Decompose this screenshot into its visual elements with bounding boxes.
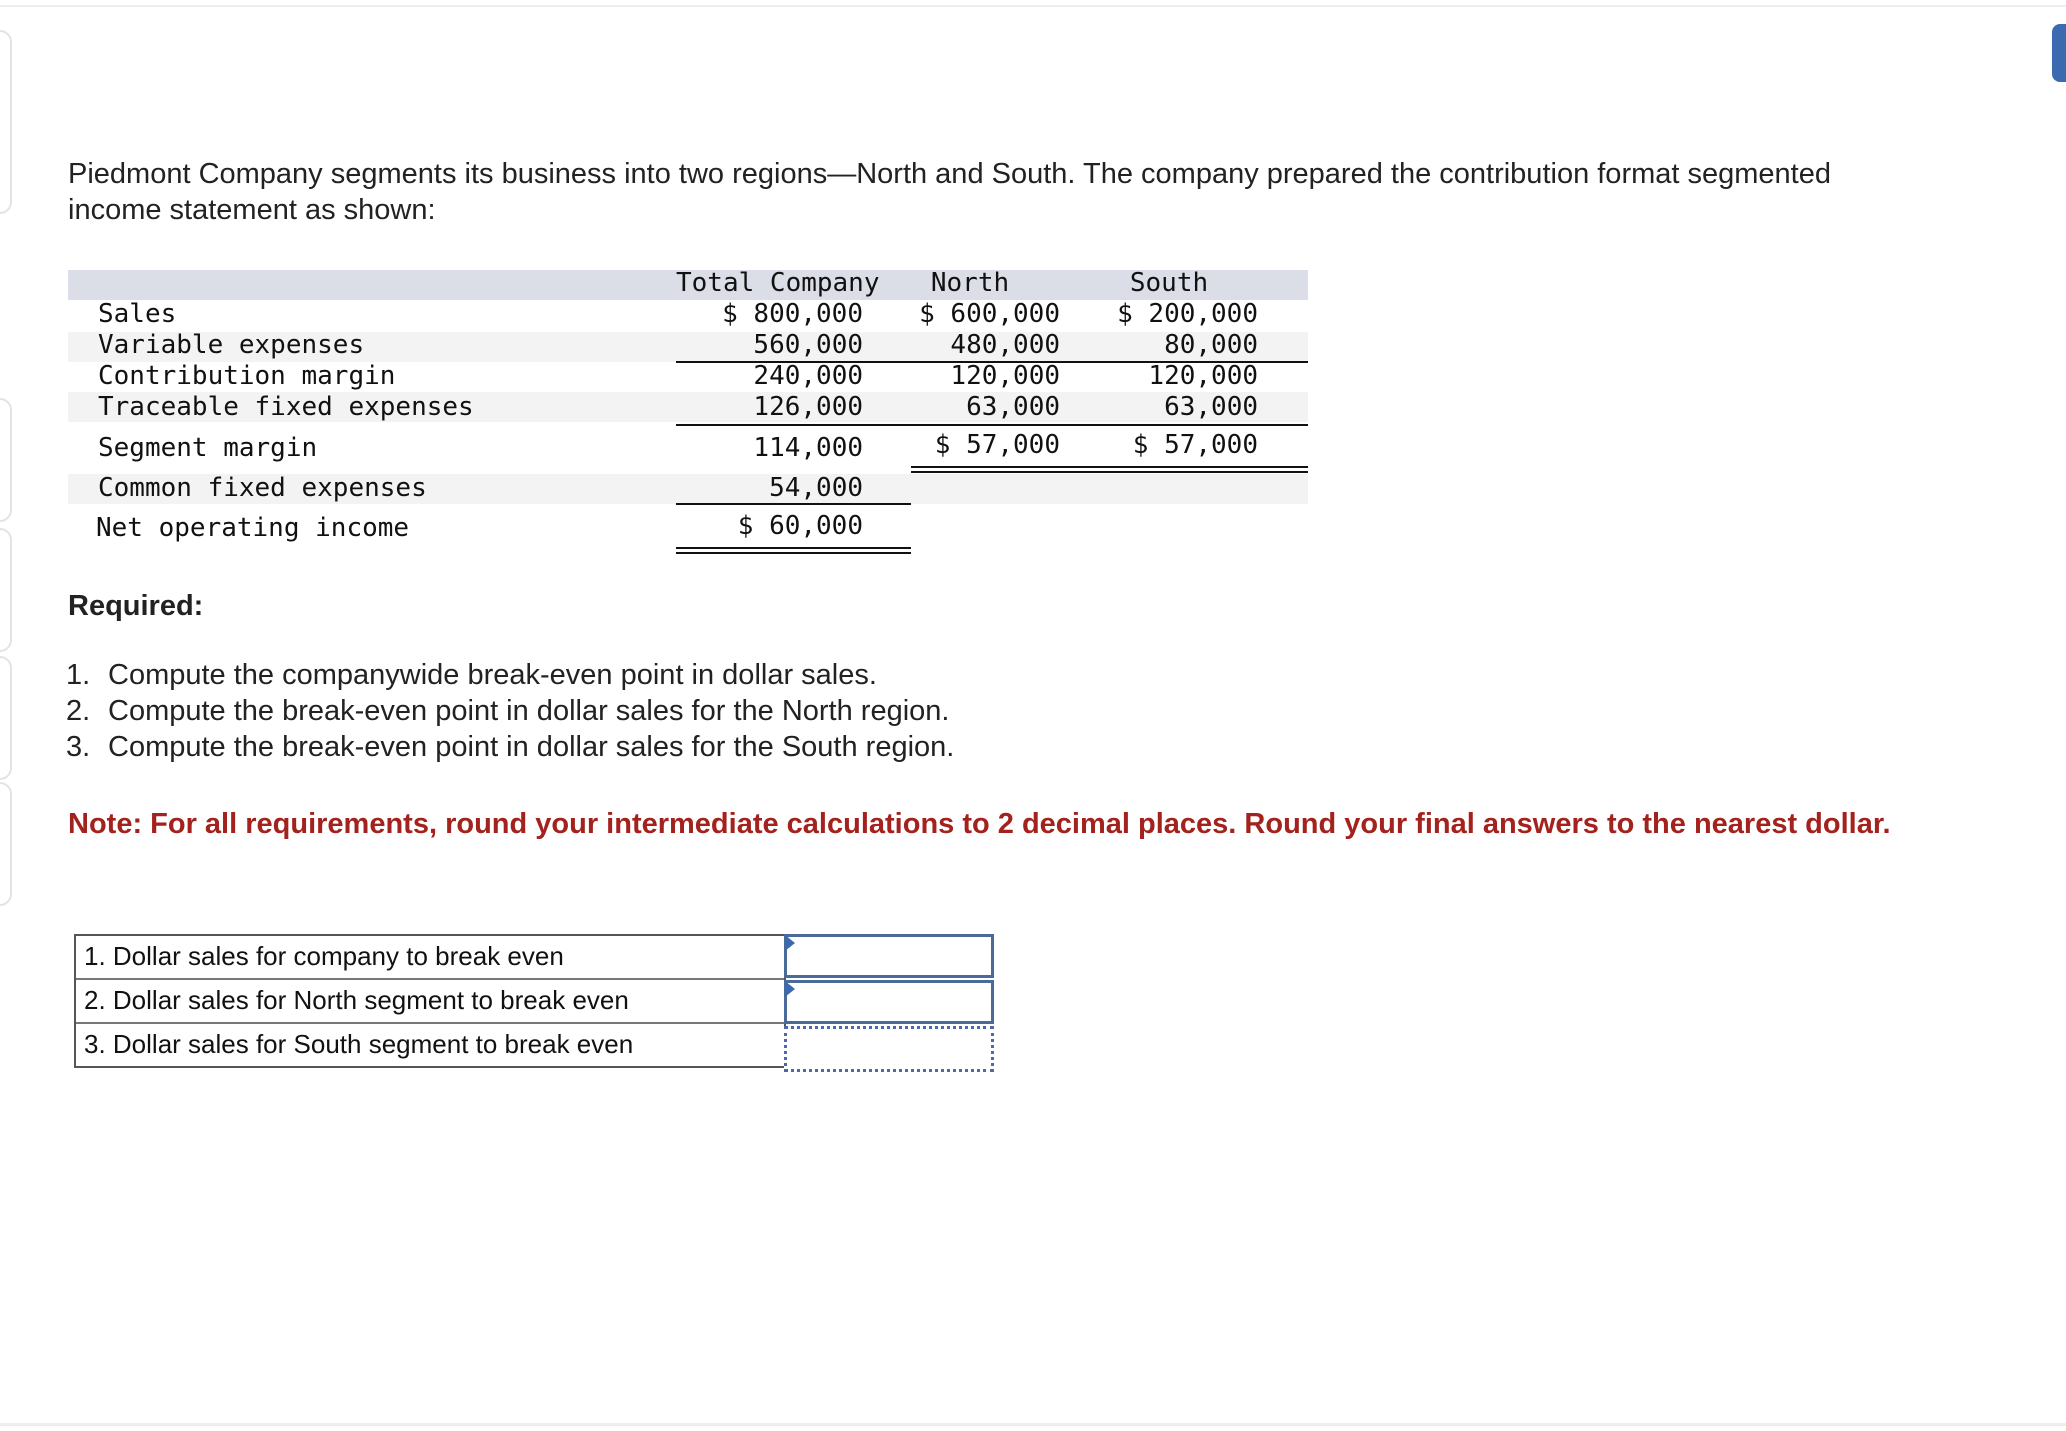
- bottom-divider: [0, 1423, 2066, 1426]
- total-double-rule: [1090, 466, 1308, 473]
- required-marker-icon: [785, 935, 795, 951]
- answer-label: 2. Dollar sales for North segment to break even: [84, 985, 629, 1015]
- row-label: Common fixed expenses: [98, 473, 427, 503]
- top-divider: [0, 5, 2066, 7]
- row-label: Contribution margin: [98, 361, 396, 391]
- rounding-note: Note: For all requirements, round your intermediate calculations to 2 decimal places. Round your final answers to the nearest dollar.: [68, 808, 1891, 840]
- requirement-number: 1.: [66, 659, 91, 691]
- cell-total: 560,000: [753, 330, 863, 360]
- answer-label: 3. Dollar sales for South segment to break even: [84, 1029, 634, 1059]
- cell-total: 54,000: [769, 473, 863, 503]
- requirement-text: Compute the companywide break-even point in dollar sales.: [108, 659, 877, 691]
- header-north: North: [930, 268, 1010, 298]
- cell-south: 120,000: [1148, 361, 1258, 391]
- left-rail-tab[interactable]: [0, 30, 12, 214]
- table-row: [76, 1022, 784, 1066]
- cell-north: 63,000: [966, 392, 1060, 422]
- requirement-number: 3.: [66, 731, 91, 763]
- cell-total: $ 60,000: [737, 511, 863, 541]
- subtotal-rule: [911, 424, 1090, 426]
- requirement-number: 2.: [66, 695, 91, 727]
- row-label: Sales: [98, 299, 177, 329]
- cell-south: $ 57,000: [1132, 430, 1258, 460]
- cell-total: 114,000: [753, 433, 863, 463]
- left-rail-tab[interactable]: [0, 782, 12, 906]
- subtotal-rule: [676, 424, 911, 426]
- cell-total: 240,000: [753, 361, 863, 391]
- row-label: Variable expenses: [98, 330, 365, 360]
- cell-north: 480,000: [950, 330, 1060, 360]
- cell-south: $ 200,000: [1117, 299, 1258, 329]
- company-break-even-input[interactable]: [784, 934, 994, 978]
- header-south: South: [1129, 268, 1209, 298]
- table-row: [76, 978, 784, 1022]
- answer-table: [74, 934, 786, 1068]
- top-right-tab[interactable]: [2052, 24, 2066, 82]
- cell-total: $ 800,000: [722, 299, 863, 329]
- subtotal-rule: [676, 503, 911, 505]
- subtotal-rule: [1090, 424, 1308, 426]
- requirement-text: Compute the break-even point in dollar sales for the South region.: [108, 731, 955, 763]
- cell-south: 63,000: [1164, 392, 1258, 422]
- left-rail-tab[interactable]: [0, 398, 12, 522]
- row-label: Segment margin: [98, 433, 318, 463]
- required-heading: Required:: [68, 590, 204, 622]
- table-row: [76, 936, 784, 978]
- cell-north: 120,000: [950, 361, 1060, 391]
- header-total-company: Total Company: [676, 268, 880, 298]
- total-double-rule: [911, 466, 1090, 473]
- row-label: Net operating income: [96, 513, 410, 543]
- left-rail-tab[interactable]: [0, 656, 12, 780]
- cell-north: $ 57,000: [934, 430, 1060, 460]
- south-break-even-input[interactable]: [784, 1026, 994, 1072]
- cell-south: 80,000: [1164, 330, 1258, 360]
- left-rail-tab[interactable]: [0, 528, 12, 652]
- north-break-even-input[interactable]: [784, 980, 994, 1024]
- list-item: [66, 729, 954, 765]
- row-label: Traceable fixed expenses: [98, 392, 474, 422]
- cell-total: 126,000: [753, 392, 863, 422]
- required-marker-icon: [785, 981, 795, 997]
- problem-intro: Piedmont Company segments its business into two regions—North and South. The company prepared the contribution format segmented income statement as shown:: [68, 158, 1831, 226]
- list-item: [66, 657, 954, 693]
- answer-label: 1. Dollar sales for company to break even: [84, 941, 564, 971]
- list-item: [66, 693, 954, 729]
- cell-north: $ 600,000: [919, 299, 1060, 329]
- requirement-text: Compute the break-even point in dollar sales for the North region.: [108, 695, 950, 727]
- total-double-rule: [676, 547, 911, 554]
- requirements-list: [66, 657, 954, 765]
